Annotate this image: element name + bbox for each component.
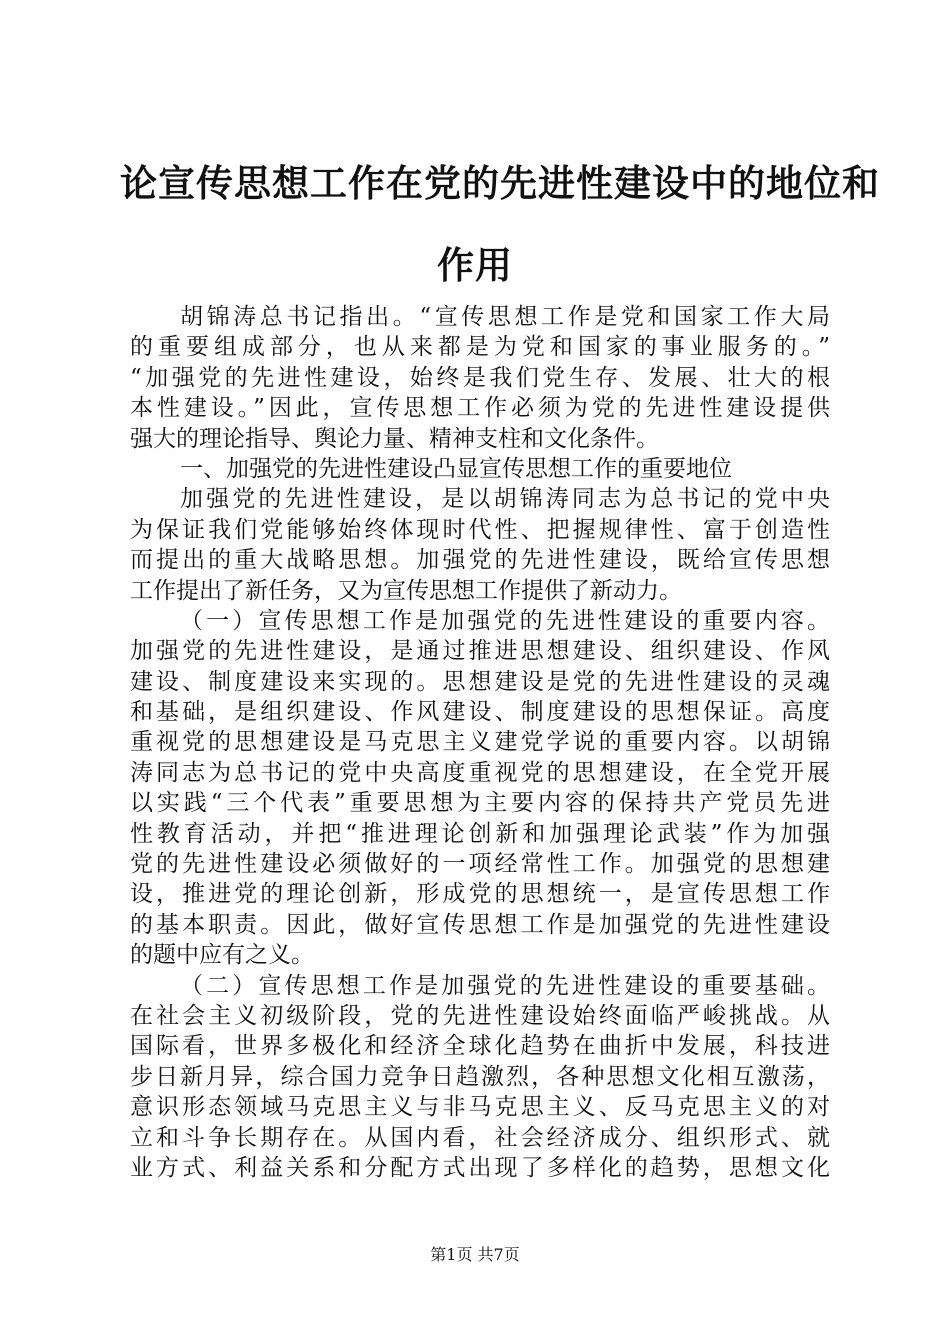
paragraph-line: 党的先进性建设必须做好的一项经常性工作。加强党的思想建 <box>130 851 830 878</box>
paragraph-line: 建设、制度建设来实现的。思想建设是党的先进性建设的灵魂 <box>130 668 830 695</box>
paragraph-line: 以实践“三个代表”重要思想为主要内容的保持共产党员先进 <box>130 790 830 817</box>
paragraph-line: 在社会主义初级阶段，党的先进性建设始终面临严峻挑战。从 <box>130 1002 830 1029</box>
paragraph-line: “加强党的先进性建设，始终是我们党生存、发展、壮大的根 <box>130 364 830 391</box>
subsection-heading: （一）宣传思想工作是加强党的先进性建设的重要内容。 <box>180 607 830 634</box>
paragraph-line: 胡锦涛总书记指出。“宣传思想工作是党和国家工作大局 <box>180 304 830 330</box>
section-heading: 一、加强党的先进性建设凸显宣传思想工作的重要地位 <box>180 455 732 482</box>
paragraph-line: 立和斗争长期存在。从国内看，社会经济成分、组织形式、就 <box>130 1124 830 1151</box>
page-footer: 第1页 共7页 <box>430 1245 520 1264</box>
paragraph-line: 业方式、利益关系和分配方式出现了多样化的趋势，思想文化 <box>130 1154 830 1181</box>
paragraph-line: 和基础，是组织建设、作风建设、制度建设的思想保证。高度 <box>130 699 830 726</box>
paragraph-line: 的题中应有之义。 <box>130 942 314 969</box>
paragraph-line: 而提出的重大战略思想。加强党的先进性建设，既给宣传思想 <box>130 547 830 574</box>
document-title-line-2: 作用 <box>437 243 513 287</box>
paragraph-line: 本性建设。”因此，宣传思想工作必须为党的先进性建设提供 <box>130 395 830 422</box>
paragraph-line: 的重要组成部分，也从来都是为党和国家的事业服务的。” <box>130 334 830 361</box>
paragraph-line: 加强党的先进性建设，是以胡锦涛同志为总书记的党中央 <box>180 486 830 513</box>
paragraph-line: 强大的理论指导、舆论力量、精神支柱和文化条件。 <box>130 425 659 452</box>
paragraph-line: 设，推进党的理论创新，形成党的思想统一，是宣传思想工作 <box>130 881 830 908</box>
paragraph-line: 为保证我们党能够始终体现时代性、把握规律性、富于创造性 <box>130 516 830 543</box>
paragraph-line: 工作提出了新任务，又为宣传思想工作提供了新动力。 <box>130 577 682 604</box>
paragraph-line: 意识形态领域马克思主义与非马克思主义、反马克思主义的对 <box>130 1094 830 1121</box>
paragraph-line: 的基本职责。因此，做好宣传思想工作是加强党的先进性建设 <box>130 911 830 938</box>
paragraph-line: 性教育活动，并把“推进理论创新和加强理论武装”作为加强 <box>130 820 830 847</box>
paragraph-line: 重视党的思想建设是马克思主义建党学说的重要内容。以胡锦 <box>130 729 830 756</box>
subsection-heading: （二）宣传思想工作是加强党的先进性建设的重要基础。 <box>180 972 830 999</box>
paragraph-line: 国际看，世界多极化和经济全球化趋势在曲折中发展，科技进 <box>130 1033 830 1060</box>
paragraph-line: 步日新月异，综合国力竞争日趋激烈，各种思想文化相互激荡， <box>130 1063 830 1090</box>
document-body <box>130 302 830 1183</box>
paragraph-line: 涛同志为总书记的党中央高度重视党的思想建设，在全党开展 <box>130 759 830 786</box>
document-title-line-1: 论宣传思想工作在党的先进性建设中的地位和 <box>120 161 880 205</box>
paragraph-line: 加强党的先进性建设，是通过推进思想建设、组织建设、作风 <box>130 638 830 665</box>
